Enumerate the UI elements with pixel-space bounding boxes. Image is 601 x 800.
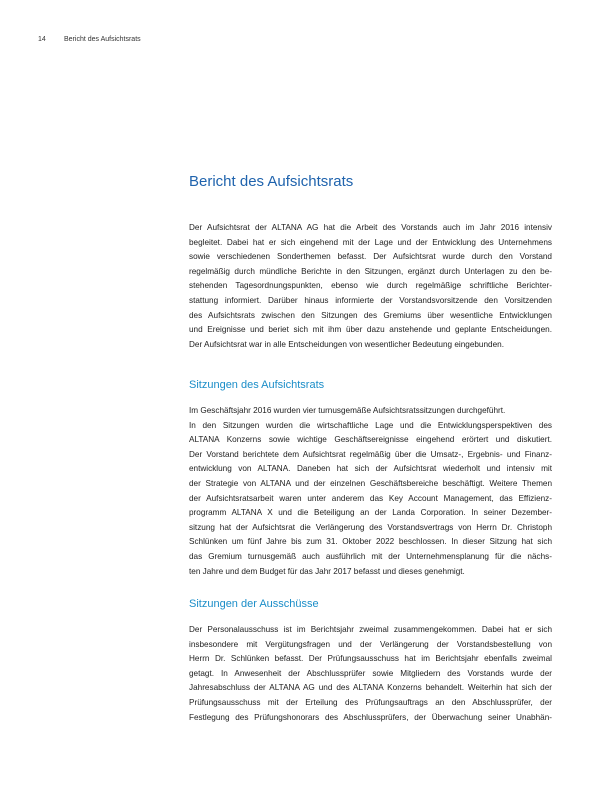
text-line: Im Geschäftsjahr 2016 wurden vier turnusgemäße Aufsichtsratssitzungen durchgeführt. (189, 406, 506, 415)
section-heading-ausschuesse: Sitzungen der Ausschüsse (189, 598, 319, 610)
text-line: getagt. In Anwesenheit der Abschlussprüfer sowie Mitgliedern des Vorstands wurde der (189, 668, 552, 678)
text-line: stehenden Tagesordnungspunkten, ebenso wie durch regelmäßige schriftliche Berichter- (189, 281, 552, 291)
text-line: Prüfungsausschuss mit der Erteilung des Prüfungsauftrags an den Abschlussprüfer, der (189, 697, 552, 707)
text-line: Der Aufsichtsrat der ALTANA AG hat die Arbeit des Vorstands auch im Jahr 2016 intensiv (189, 223, 552, 232)
text-line: Herrn Dr. Schlünken befasst. Der Prüfungsausschuss hat im Berichtsjahr ebenfalls zweimal (189, 654, 552, 664)
page-title: Bericht des Aufsichtsrats (189, 173, 354, 190)
text-line: programm ALTANA X und die Beteiligung an der Landa Corporation. In seiner Dezember- (189, 508, 552, 518)
text-line: sitzung hat der Aufsichtsrat die Verlängerung des Vorstandsvertrags von Herrn Dr. Christoph (189, 522, 552, 532)
section-aufsichtsrat-paragraph (189, 404, 552, 579)
intro-paragraph (189, 221, 552, 352)
text-line: und Ereignisse und beriet sich mit ihm über dazu anstehende und geplante Entscheidungen. (189, 325, 552, 335)
section-heading-aufsichtsrat: Sitzungen des Aufsichtsrats (189, 379, 325, 391)
page-number: 14 (38, 36, 46, 43)
text-line: Jahresabschluss der ALTANA AG und des ALTANA Konzerns behandelt. Weiterhin hat sich der (189, 683, 552, 693)
text-line: regelmäßig durch mündliche Berichte in den Sitzungen, ergänzt durch Unterlagen zu den be- (189, 266, 552, 276)
text-line: ALTANA Konzerns sowie wichtige Geschäftsereignisse eingehend erörtert und diskutiert. (189, 435, 552, 445)
text-line: Der Vorstand berichtete dem Aufsichtsrat regelmäßig über die Umsatz-, Ergebnis- und Finanz- (189, 449, 552, 459)
text-line: Festlegung des Prüfungshonorars des Abschlussprüfers, der Überwachung seiner Unabhän- (189, 712, 552, 722)
text-line: sowie verschiedenen Sonderthemen befasst. Der Aufsichtsrat wurde durch den Vorstand (189, 252, 552, 262)
text-line: der Aufsichtsratsarbeit waren unter anderem das Key Account Management, das Effizienz- (189, 493, 552, 503)
text-line: begleitet. Dabei hat er sich eingehend mit der Lage und der Entwicklung des Unternehmens (189, 237, 552, 247)
text-line: insbesondere mit Vergütungsfragen und der Verlängerung der Vorstandsbestellung von (189, 639, 552, 649)
text-line: des Aufsichtsrats zwischen den Sitzungen des Gremiums über wesentliche Entwicklungen (189, 310, 552, 320)
text-line: entwicklung von ALTANA. Daneben hat sich der Aufsichtsrat wiederholt und intensiv mit (189, 464, 552, 474)
section-ausschuesse-paragraph (189, 623, 552, 725)
text-line: stattung informiert. Darüber hinaus informierte der Vorstandsvorsitzende den Vorsitzenden (189, 295, 552, 305)
text-line: Der Aufsichtsrat war in alle Entscheidungen von wesentlicher Bedeutung eingebunden. (189, 339, 504, 349)
text-line: In den Sitzungen wurden die wirtschaftliche Lage und die Entwicklungsperspektiven des (189, 420, 552, 430)
text-line: Schlünken um fünf Jahre bis zum 31. Oktober 2022 beschlossen. In dieser Sitzung hat sich (189, 537, 552, 547)
text-line: ten Jahre und dem Budget für das Jahr 2017 befasst und dieses genehmigt. (189, 566, 465, 576)
running-title: Bericht des Aufsichtsrats (64, 36, 141, 43)
text-line: der Strategie von ALTANA und der einzelnen Geschäftsbereiche beschäftigt. Weitere Themen (189, 478, 552, 488)
text-line: das Gremium turnusgemäß auch ausführlich mit der Unternehmensplanung für die nächs- (189, 551, 552, 561)
text-line: Der Personalausschuss ist im Berichtsjahr zweimal zusammengekommen. Dabei hat er sich (189, 625, 552, 634)
running-header (38, 36, 141, 43)
